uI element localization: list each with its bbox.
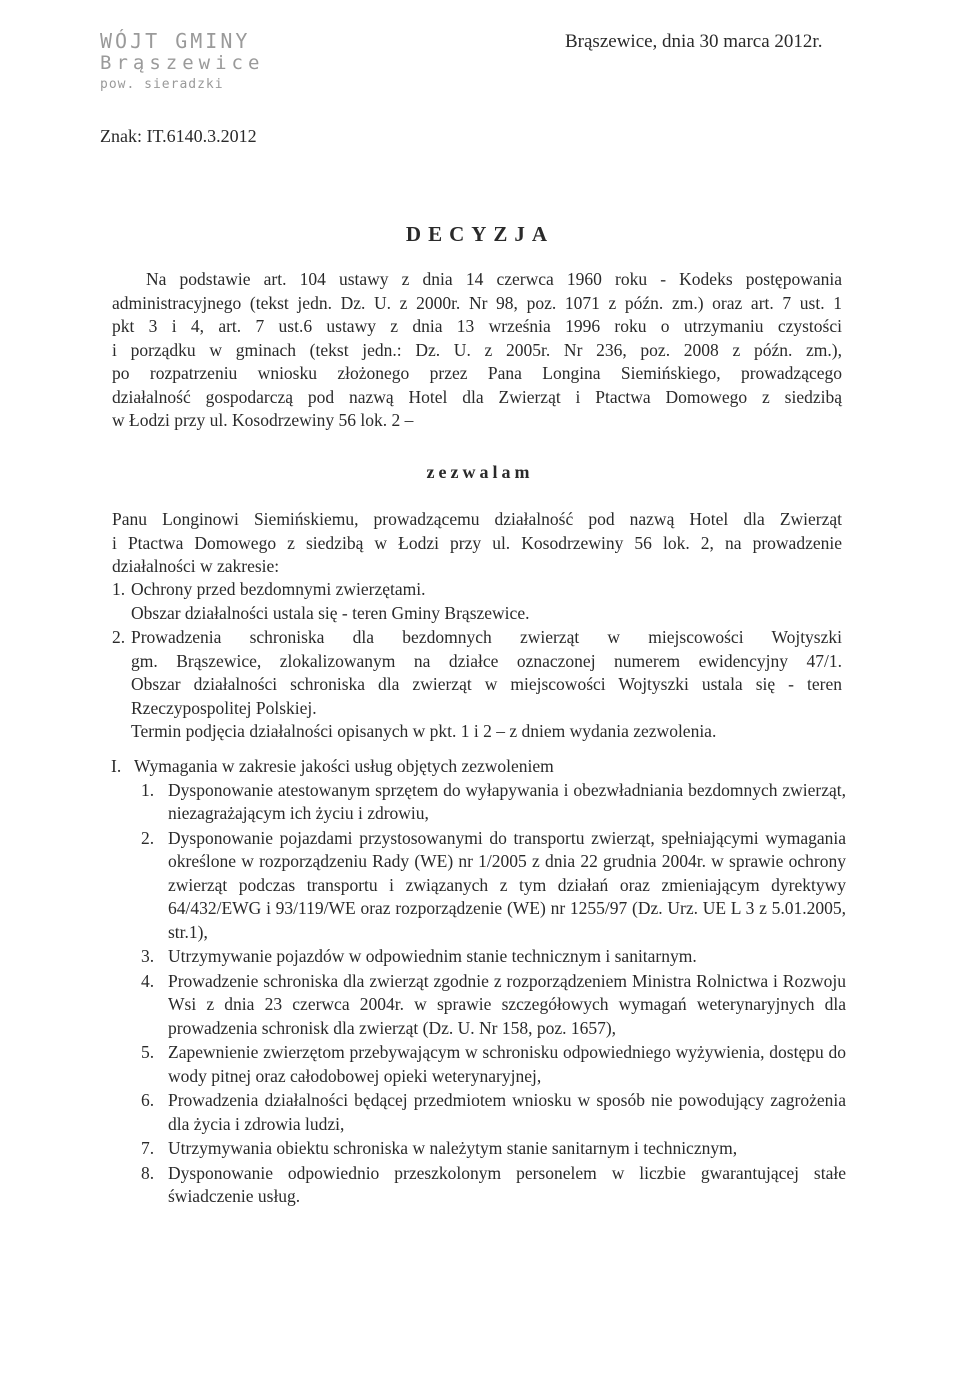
scope-list	[112, 578, 842, 744]
scope-line: gm. Brąszewice, zlokalizowanym na działce oznaczonej numerem ewidencyjny 47/1.	[131, 650, 842, 671]
document-title: DECYZJA	[405, 222, 555, 246]
decision-word: zezwalam	[426, 462, 534, 482]
requirement-number: 8.	[141, 1162, 155, 1183]
scope-line: Rzeczypospolitej Polskiej.	[131, 697, 317, 718]
requirement-text: Dysponowanie atestowanym sprzętem do wyłapywania i obezwładniania bezdomnych zwierząt, niezagrażającym ich życiu i zdrowiu,	[168, 779, 846, 823]
scope-line: Termin podjęcia działalności opisanych w pkt. 1 i 2 – z dniem wydania zezwolenia.	[131, 721, 717, 741]
stamp-line-3: pow. sieradzki	[100, 77, 224, 92]
scope-item-number: 1.	[112, 579, 126, 599]
intro-line: w Łodzi przy ul. Kosodrzewiny 56 lok. 2 –	[112, 410, 414, 430]
requirement-item	[111, 1041, 846, 1088]
requirement-text: Dysponowanie pojazdami przystosowanymi do transportu zwierząt, spełniającymi wymagania określone w rozporządzeniu Rady (WE) nr 1/2005 z dnia 22 grudnia 2004r. w sprawie ochrony zwierząt podczas transportu i związanych z tym działań oraz zmieniającym dyrektywy 64/432/EWG i 93/119/WE oraz rozporządzenie (WE) nr 1255/97 (Dz. Urz. UE L 3 z 5.01.2005, str.1),	[168, 827, 846, 942]
requirement-text: Dysponowanie odpowiednio przeszkolonym personelem w liczbie gwarantującej stałe świadczenie usług.	[168, 1162, 846, 1206]
scope-item	[112, 578, 842, 625]
permit-line: działalności w zakresie:	[112, 556, 280, 576]
section-heading	[111, 755, 846, 779]
requirement-item	[111, 945, 846, 969]
permit-line: Panu Longinowi Siemińskiemu, prowadzącemu działalność pod nazwą Hotel dla Zwierząt	[112, 509, 842, 529]
requirement-text: Prowadzenia działalności będącej przedmiotem wniosku w sposób nie powodujący zagrożenia dla życia i zdrowia ludzi,	[168, 1090, 846, 1134]
intro-line: pkt 3 i 4, art. 7 ust.6 ustawy z dnia 13 września 1996 roku o utrzymaniu czystości	[112, 316, 842, 336]
scope-line: Prowadzenia schroniska dla bezdomnych zwierząt w miejscowości Wojtyszki	[131, 627, 842, 647]
requirement-number: 6.	[141, 1090, 155, 1110]
requirement-number: 3.	[141, 946, 155, 966]
requirement-text: Zapewnienie zwierzętom przebywającym w schronisku odpowiedniego wyżywienia, dostępu do wody pitnej oraz całodobowej opieki weterynaryjnej,	[168, 1042, 846, 1086]
scope-item	[112, 626, 842, 744]
permit-line: i Ptactwa Domowego z siedzibą w Łodzi przy ul. Kosodrzewiny 56 lok. 2, na prowadzenie	[112, 532, 842, 553]
requirement-text: Utrzymywanie pojazdów w odpowiednim stanie technicznym i sanitarnym.	[168, 946, 697, 966]
office-stamp	[100, 30, 290, 96]
requirements-section	[111, 755, 846, 1209]
scope-line: Obszar działalności ustala się - teren Gminy Brąszewice.	[131, 602, 530, 623]
stamp-line-1: WÓJT GMINY	[100, 29, 251, 53]
scope-line: Obszar działalności schroniska dla zwierząt w miejscowości Wojtyszki ustala się - teren	[131, 674, 842, 694]
requirement-text: Utrzymywania obiektu schroniska w należytym stanie sanitarnym i technicznym,	[168, 1138, 738, 1158]
section-heading-text: Wymagania w zakresie jakości usług objętych zezwoleniem	[134, 756, 554, 776]
stamp-line-2: Brąszewice	[100, 52, 265, 74]
intro-line: Na podstawie art. 104 ustawy z dnia 14 czerwca 1960 roku - Kodeks postępowania	[146, 269, 842, 289]
scope-item-number: 2.	[112, 627, 126, 647]
requirement-item	[111, 1089, 846, 1136]
intro-line: po rozpatrzeniu wniosku złożonego przez Pana Longina Siemińskiego, prowadzącego	[112, 363, 842, 383]
reference-number: Znak: IT.6140.3.2012	[100, 126, 257, 146]
requirement-number: 4.	[141, 970, 155, 991]
scope-line: Ochrony przed bezdomnymi zwierzętami.	[131, 579, 426, 599]
intro-line: i porządku w gminach (tekst jedn.: Dz. U. z 2005r. Nr 236, poz. 2008 z późn. zm.),	[112, 339, 842, 360]
requirement-number: 7.	[141, 1138, 155, 1158]
requirement-number: 1.	[141, 779, 155, 800]
requirement-number: 2.	[141, 827, 155, 848]
requirement-item	[111, 970, 846, 1041]
place-date: Brąszewice, dnia 30 marca 2012r.	[565, 31, 823, 52]
legal-basis-paragraph	[112, 268, 842, 433]
requirement-item	[111, 1137, 846, 1161]
requirement-number: 5.	[141, 1042, 155, 1062]
requirement-item	[111, 1162, 846, 1209]
requirement-text: Prowadzenie schroniska dla zwierząt zgodnie z rozporządzeniem Ministra Rolnictwa i Rozwoju Wsi z dnia 23 czerwca 2004r. w sprawie szczegółowych wymagań weterynaryjnych dla prowadzenia schronisk dla zwierząt (Dz. U. Nr 158, poz. 1657),	[168, 970, 846, 1038]
intro-line: administracyjnego (tekst jedn. Dz. U. z 2000r. Nr 98, poz. 1071 z późn. zm.) oraz art. 7 ust. 1	[112, 292, 842, 313]
intro-line: działalność gospodarczą pod nazwą Hotel dla Zwierząt i Ptactwa Domowego z siedzibą	[112, 386, 842, 407]
permit-paragraph	[112, 508, 842, 579]
requirement-item	[111, 779, 846, 826]
requirement-item	[111, 827, 846, 945]
section-number: I.	[111, 756, 122, 776]
